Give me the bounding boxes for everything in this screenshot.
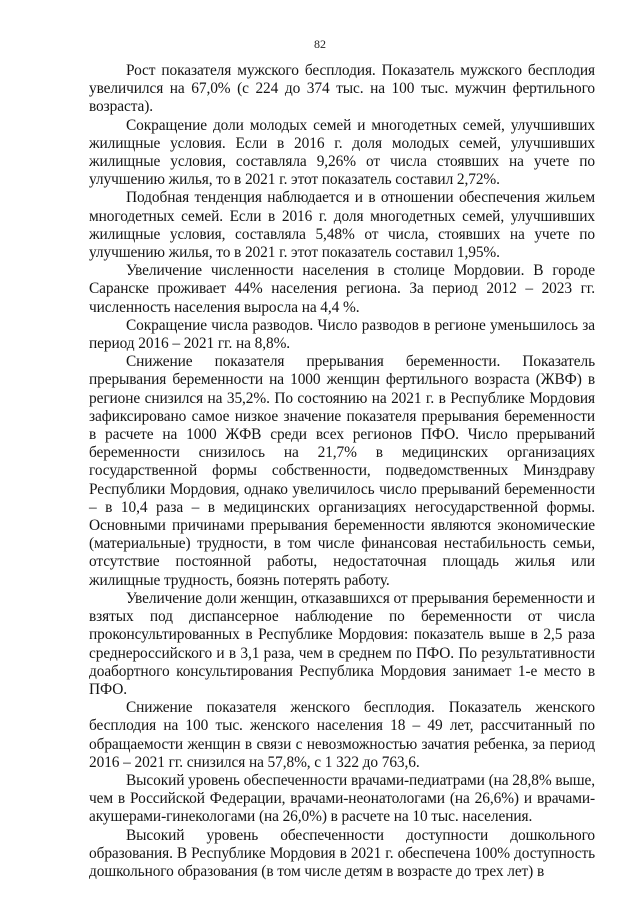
paragraph-large-families-housing: Подобная тенденция наблюдается и в отношении обеспечения жильем многодетных семей. Если в 2016 г. доля многодетных семей, улучшивших жилищные условия, составляла 5,48% от числа, стоявших на учете по улучшению жилья, то в 2021 г. этот показатель составил 1,95%.: [89, 189, 595, 262]
paragraph-female-infertility: Снижение показателя женского бесплодия. Показатель женского бесплодия на 100 тыс. женского населения 18 – 49 лет, рассчитанный по обращаемости женщин в связи с невозможностью зачатия ребенка, за период 2016 – 2021 гг. снизился на 57,8%, с 1 322 до 763,6.: [89, 699, 595, 771]
paragraph-young-families-housing: Сокращение доли молодых семей и многодетных семей, улучшивших жилищные условия. Если в 2016 г. доля молодых семей, улучшивших жилищные условия, составляла 9,26% от числа стоявших на учете по улучшению жилья, то в 2021 г. этот показатель составил 2,72%.: [89, 116, 595, 189]
paragraph-doctors-supply: Высокий уровень обеспеченности врачами-педиатрами (на 28,8% выше, чем в Российской Федерации, врачами-неонатологами (на 26,6%) и врачами-акушерами-гинекологами (на 26,0%) в расчете на 10 тыс. населения.: [89, 771, 595, 826]
page-number: 82: [314, 37, 326, 51]
paragraph-abortion-rate: Снижение показателя прерывания беременности. Показатель прерывания беременности на 1000 женщин фертильного возраста (ЖВФ) в регионе снизился на 35,2%. По состоянию на 2021 г. в Республике Мордовия зафиксировано самое низкое значение показателя прерывания беременности в расчете на 1000 ЖФВ среди всех регионов ПФО. Число прерываний беременности снизилось на 21,7% в медицинских организациях государственной формы собственности, подведомственных Минздраву Республики Мордовия, однако увеличилось число прерываний беременности – в 10,4 раза – в медицинских организациях негосударственной формы. Основными причинами прерывания беременности являются экономические (материальные) трудности, в том числе финансовая нестабильность семьи, отсутствие постоянной работы, недостаточная площадь жилья или жилищные трудность, боязнь потерять работу.: [89, 353, 595, 589]
paragraph-capital-population: Увеличение численности населения в столице Мордовии. В городе Саранске проживает 44% населения региона. За период 2012 – 2023 гг. численность населения выросла на 4,4 %.: [89, 262, 595, 316]
document-body: [89, 62, 595, 881]
paragraph-male-infertility: Рост показателя мужского бесплодия. Показатель мужского бесплодия увеличился на 67,0% (с 224 до 374 тыс. на 100 тыс. мужчин фертильного возраста).: [89, 62, 595, 116]
paragraph-refused-abortion: Увеличение доли женщин, отказавшихся от прерывания беременности и взятых под диспансерное наблюдение по беременности от числа проконсультированных в Республике Мордовия: показатель выше в 2,5 раза среднероссийского и в 3,1 раза, чем в среднем по ПФО. По результативности доабортного консультирования Республика Мордовия занимает 1-е место в ПФО.: [89, 589, 595, 698]
paragraph-divorces: Сокращение числа разводов. Число разводов в регионе уменьшилось за период 2016 – 2021 гг. на 8,8%.: [89, 316, 595, 353]
paragraph-preschool-education: Высокий уровень обеспеченности доступности дошкольного образования. В Республике Мордовия в 2021 г. обеспечена 100% доступность дошкольного образования (в том числе детям в возрасте до трех лет) в: [89, 826, 595, 880]
